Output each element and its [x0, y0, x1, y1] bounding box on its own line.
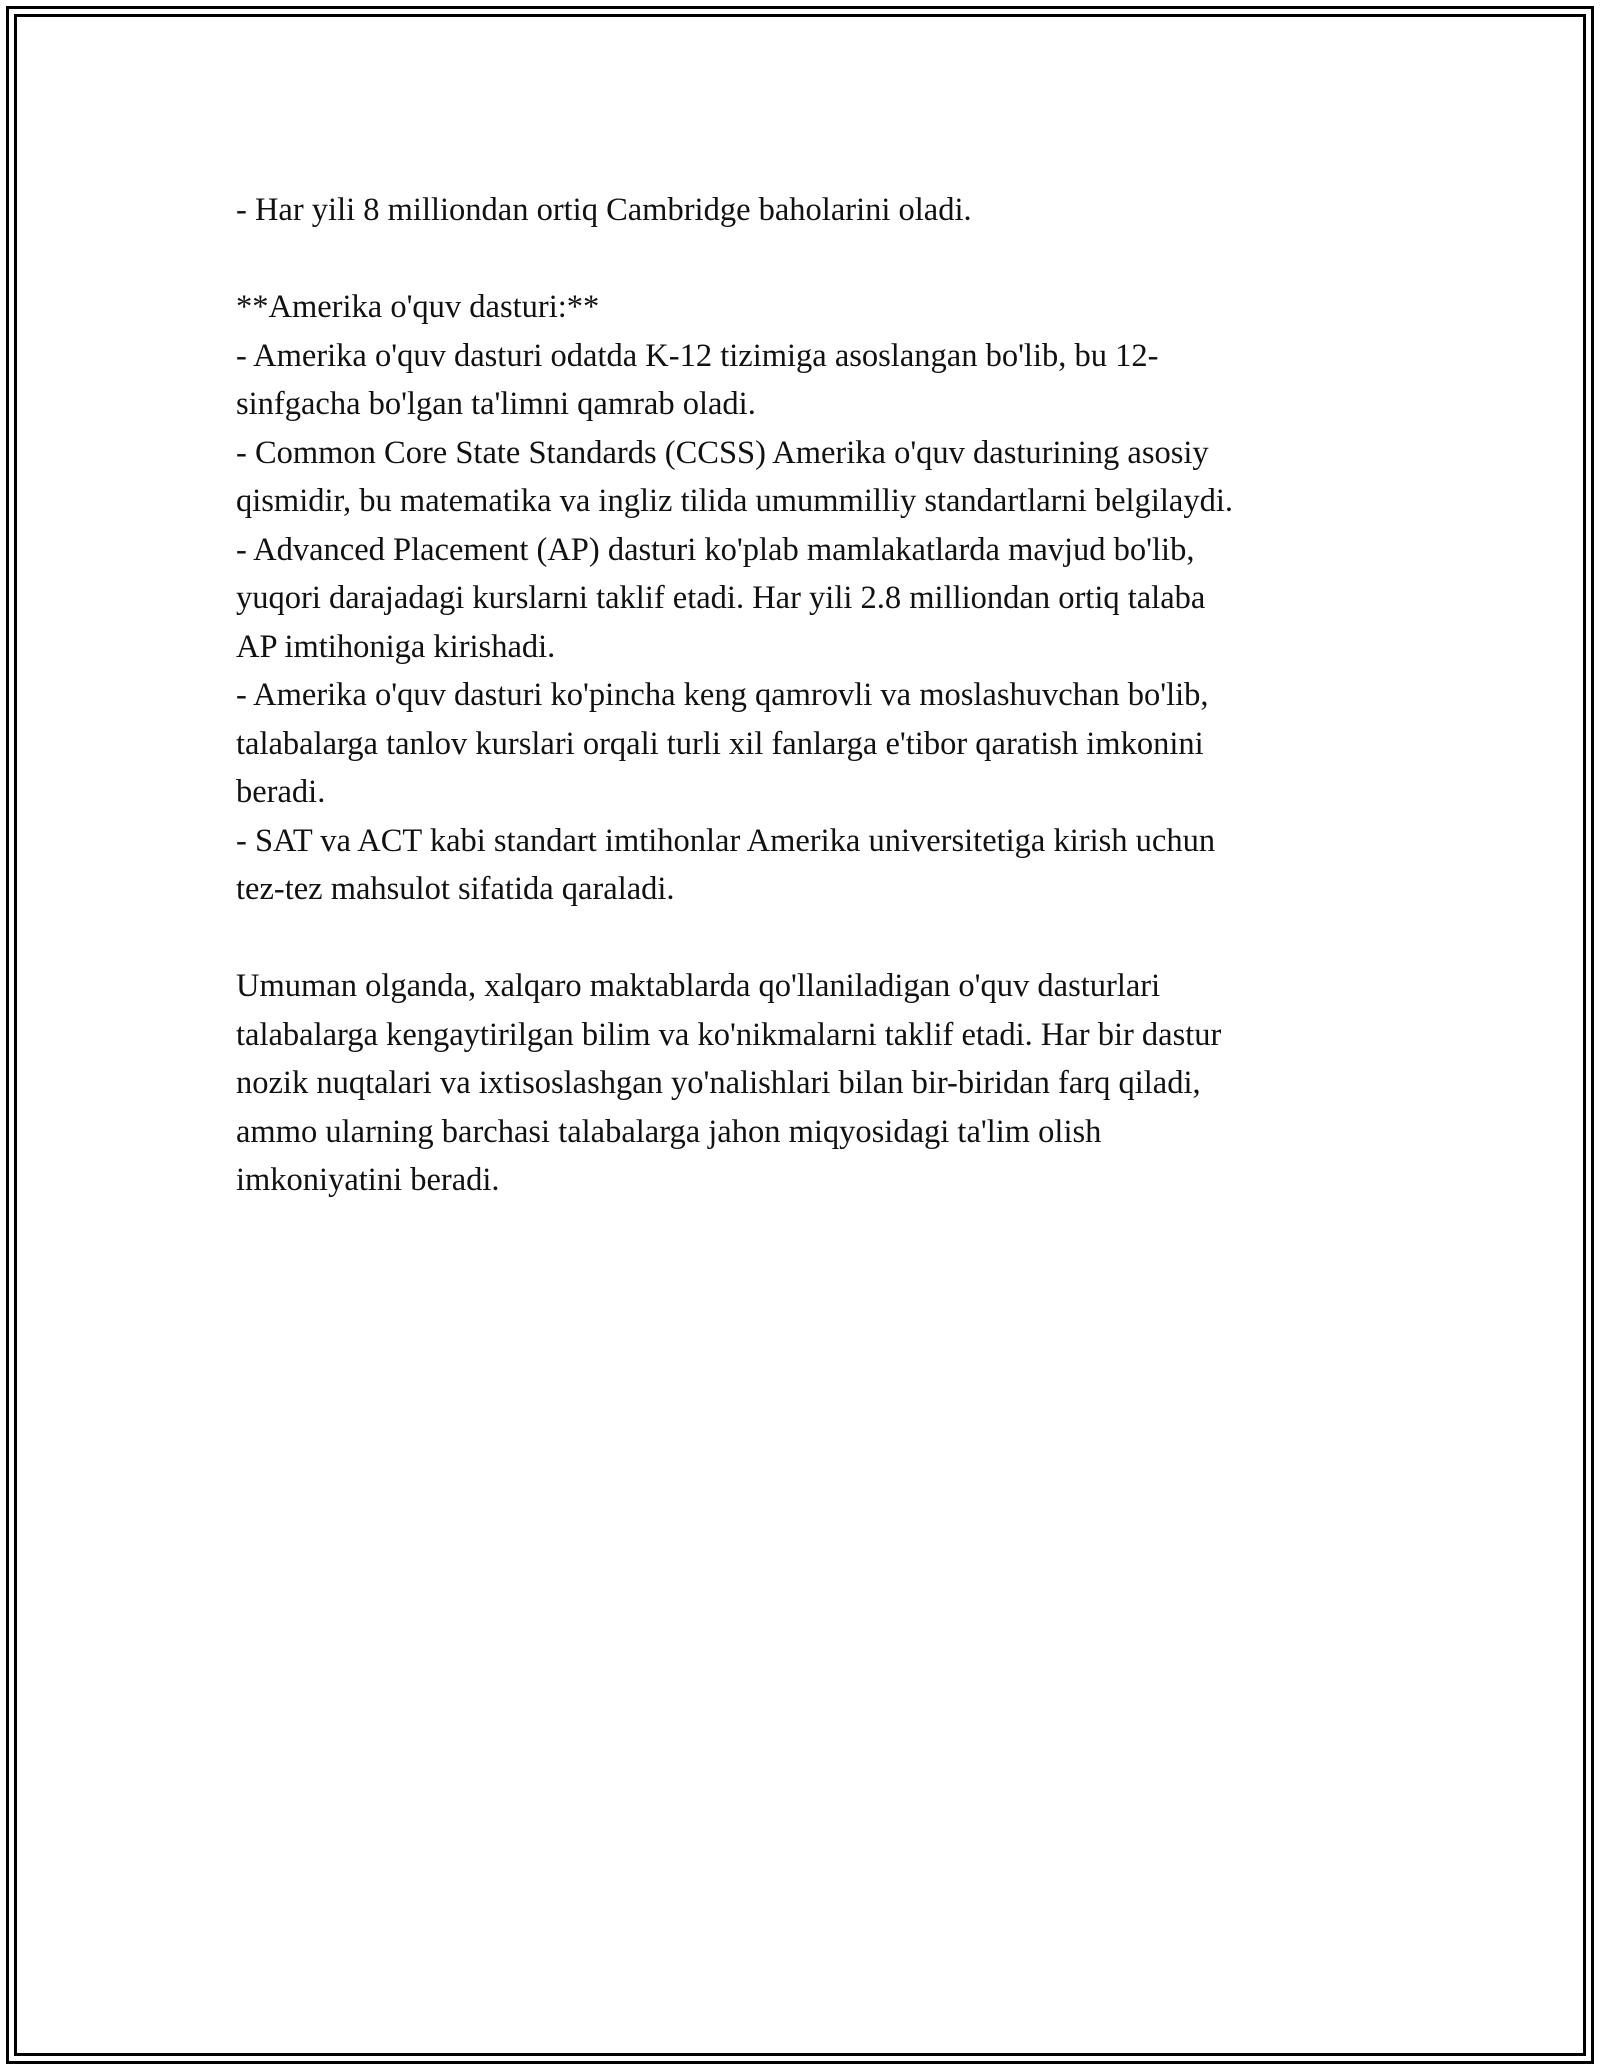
- text-line: nozik nuqtalari va ixtisoslashgan yo'nalishlari bilan bir-biridan farq qiladi,: [236, 1065, 1201, 1101]
- text-line: - Har yili 8 milliondan ortiq Cambridge baholarini oladi.: [236, 192, 972, 228]
- paragraph-gap: [236, 914, 1376, 963]
- text-line: Umuman olganda, xalqaro maktablarda qo'llaniladigan o'quv dasturlari: [236, 968, 1161, 1004]
- text-line: AP imtihoniga kirishadi.: [236, 628, 556, 665]
- text-line: imkoniyatini beradi.: [236, 1162, 500, 1198]
- paragraph-conclusion: [236, 962, 1376, 1205]
- text-line: tez-tez mahsulot sifatida qaraladi.: [236, 871, 675, 907]
- text-line: - Amerika o'quv dasturi odatda K-12 tizimiga asoslangan bo'lib, bu 12-: [236, 337, 1159, 374]
- text-line: - SAT va ACT kabi standart imtihonlar Amerika universitetiga kirish uchun: [236, 822, 1216, 859]
- text-line: yuqori darajadagi kurslarni taklif etadi. Har yili 2.8 milliondan ortiq talaba: [236, 580, 1206, 616]
- section-heading: **Amerika o'quv dasturi:**: [236, 289, 600, 325]
- paragraph-american-curriculum: [236, 283, 1376, 914]
- text-line: talabalarga kengaytirilgan bilim va ko'nikmalarni taklif etadi. Har bir dastur: [236, 1016, 1222, 1053]
- text-line: sinfgacha bo'lgan ta'limni qamrab oladi.: [236, 386, 756, 422]
- text-line: - Advanced Placement (AP) dasturi ko'plab mamlakatlarda mavjud bo'lib,: [236, 531, 1195, 568]
- text-line: ammo ularning barchasi talabalarga jahon miqyosidagi ta'lim olish: [236, 1113, 1102, 1150]
- document-body: [236, 186, 1376, 1205]
- paragraph-cambridge-tail: [236, 186, 1376, 235]
- text-line: beradi.: [236, 774, 326, 810]
- text-line: - Common Core State Standards (CCSS) Amerika o'quv dasturining asosiy: [236, 434, 1209, 471]
- text-line: talabalarga tanlov kurslari orqali turli xil fanlarga e'tibor qaratish imkonini: [236, 725, 1204, 762]
- text-line: qismidir, bu matematika va ingliz tilida umummilliy standartlarni belgilaydi.: [236, 483, 1233, 519]
- paragraph-gap: [236, 235, 1376, 284]
- text-line: - Amerika o'quv dasturi ko'pincha keng qamrovli va moslashuvchan bo'lib,: [236, 677, 1209, 713]
